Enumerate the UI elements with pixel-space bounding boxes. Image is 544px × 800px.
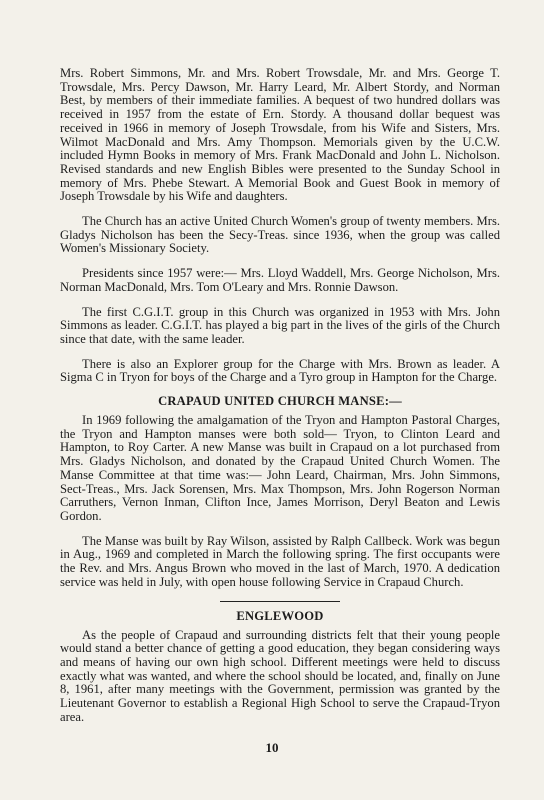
- section-heading-manse: CRAPAUD UNITED CHURCH MANSE:—: [158, 394, 402, 409]
- body-paragraph: Presidents since 1957 were:— Mrs. Lloyd Waddell, Mrs. George Nicholson, Mrs. Norman MacDonald, Mrs. Tom O'Leary and Mrs. Ronnie Dawson.: [60, 266, 500, 294]
- body-paragraph: The Manse was built by Ray Wilson, assisted by Ralph Callbeck. Work was begun in Aug., 1969 and completed in March the following spring. The first occupants were the Rev. and Mrs. Angus Brown who moved in the last of March, 1970. A dedication service was held in July, with open house following Service in Crapaud Church.: [60, 533, 500, 589]
- body-paragraph: There is also an Explorer group for the Charge with Mrs. Brown as leader. A Sigma C in Tryon for boys of the Charge and a Tyro group in Hampton for the Charge.: [60, 356, 500, 385]
- section-divider: [220, 601, 340, 602]
- section-heading-englewood: ENGLEWOOD: [236, 608, 324, 623]
- page-number: 10: [265, 740, 279, 755]
- body-paragraph: The first C.G.I.T. group in this Church was organized in 1953 with Mrs. John Simmons as leader. C.G.I.T. has played a big part in the lives of the girls of the Church since that date, with the same leader.: [60, 304, 500, 346]
- body-paragraph: The Church has an active United Church Women's group of twenty members. Mrs. Gladys Nicholson has been the Secy-Treas. since 1936, when the group was called Women's Missionary Society.: [60, 214, 500, 256]
- body-paragraph: Mrs. Robert Simmons, Mr. and Mrs. Robert Trowsdale, Mr. and Mrs. George T. Trowsdale, Mrs. Percy Dawson, Mr. Harry Leard, Mr. Albert Stordy, and Norman Best, by members of their immediate families. A bequest of two hundred dollars was received in 1957 from the estate of Ern. Stordy. A thousand dollar bequest was received in 1966 in memory of Joseph Trowsdale, from his Wife and Sisters, Mrs. Wilmot MacDonald and Mrs. Amy Thompson. Memorials given by the U.C.W. included Hymn Books in memory of Mrs. Frank MacDonald and John L. Nicholson. Revised standards and new English Bibles were presented to the Sunday School in memory of Mrs. Phebe Stewart. A Memorial Book and Guest Book in memory of Joseph Trowsdale by his Wife and daughters.: [60, 66, 500, 204]
- body-paragraph: As the people of Crapaud and surrounding districts felt that their young people would stand a better chance of getting a good education, they began considering ways and means of having our own high school. Different meetings were held to discuss exactly what was wanted, and where the school should be located, and, finally on June 8, 1961, after many meetings with the Government, permission was granted by the Lieutenant Governor to establish a Regional High School to serve the Crapaud-Tryon area.: [60, 627, 500, 724]
- body-paragraph: In 1969 following the amalgamation of the Tryon and Hampton Pastoral Charges, the Tryon and Hampton manses were both sold— Tryon, to Clinton Leard and Hampton, to Roy Carter. A new Manse was built in Crapaud on a lot purchased from Mrs. Gladys Nicholson, and donated by the Crapaud United Church Women. The Manse Committee at that time was:— John Leard, Chairman, Mrs. John Simmons, Sect-Treas., Mrs. Jack Sorensen, Mrs. Max Thompson, Mrs. John Rogerson Norman Carruthers, Vernon Inman, Clifton Ince, James Morrison, Deryl Beaton and Lewis Gordon.: [60, 413, 500, 523]
